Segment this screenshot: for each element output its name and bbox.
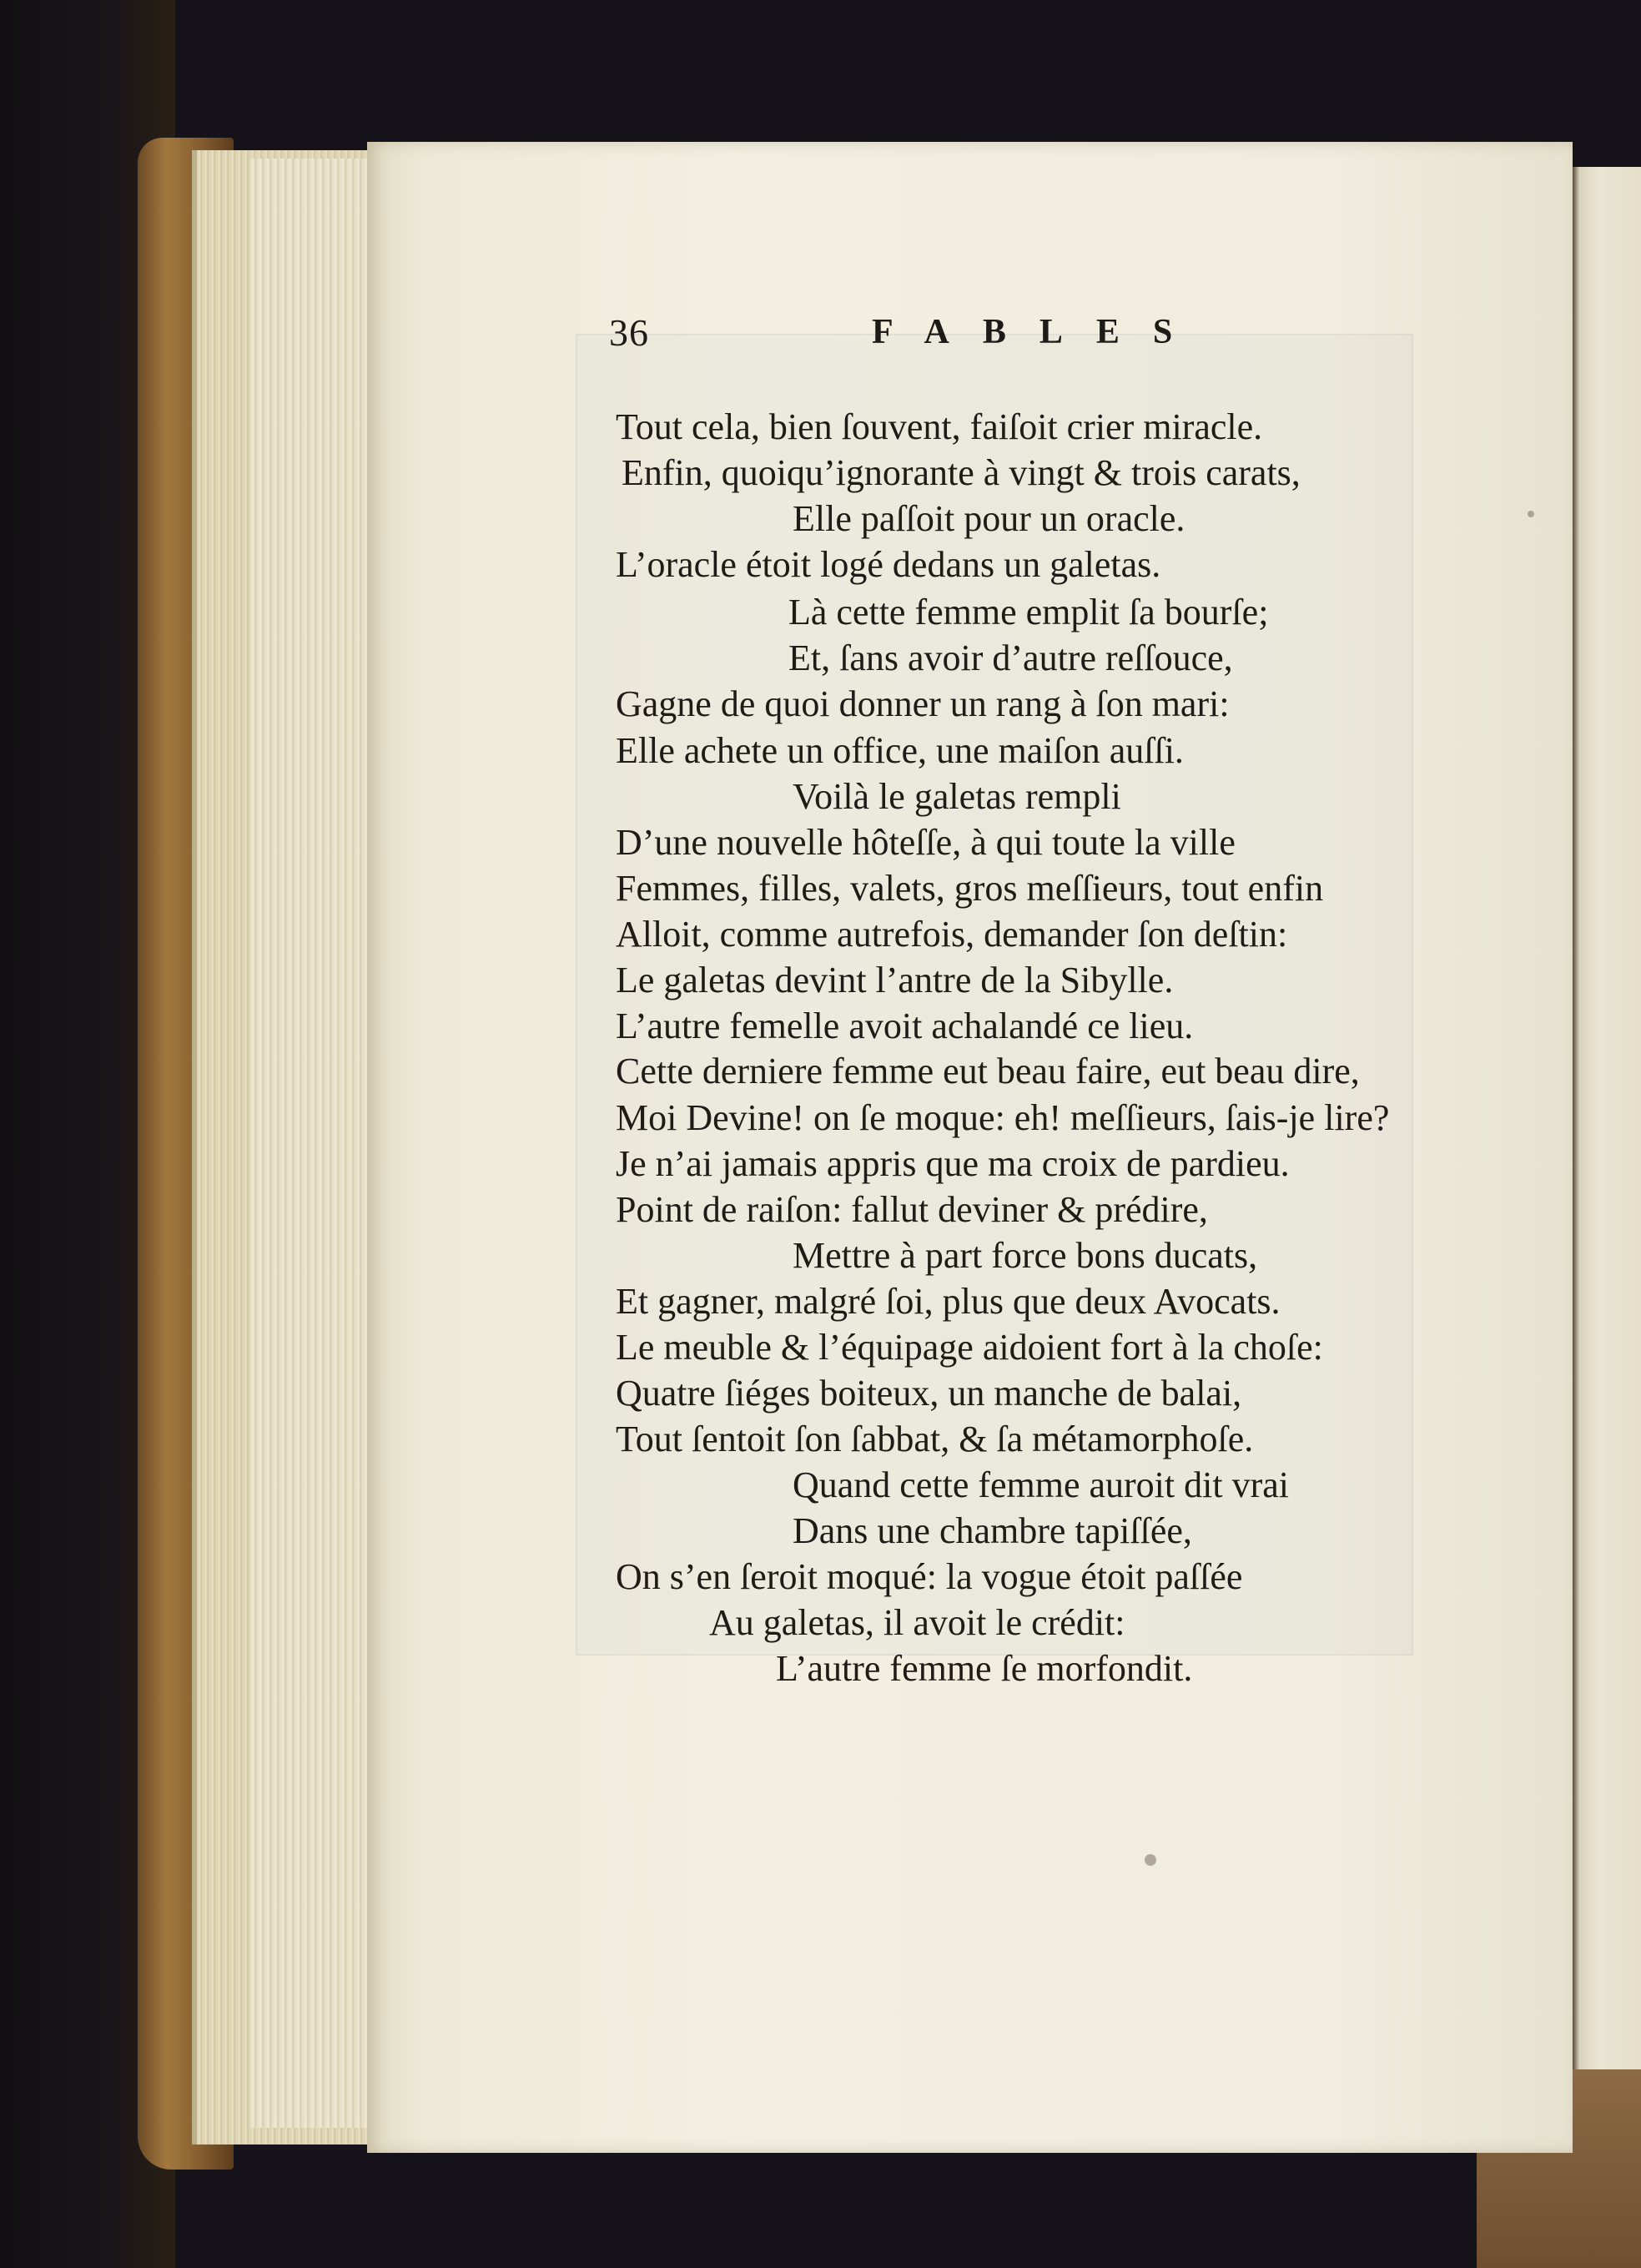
verse-line: On s’en ſeroit moqué: la vogue étoit paſſée <box>616 1556 1243 1597</box>
verse-line: Gagne de quoi donner un rang à ſon mari: <box>616 683 1230 724</box>
verse-line: Et gagner, malgré ſoi, plus que deux Avocats. <box>616 1281 1281 1322</box>
verse-line: Alloit, comme autrefois, demander ſon deſtin: <box>616 914 1288 955</box>
verse-line: Là cette femme emplit ſa bourſe; <box>788 592 1269 633</box>
verse-line: L’oracle étoit logé dedans un galetas. <box>616 544 1161 585</box>
ink-speck <box>1145 1854 1156 1866</box>
verse-line: Tout ſentoit ſon ſabbat, & ſa métamorphoſe. <box>616 1419 1254 1459</box>
verse-line: Tout cela, bien ſouvent, faiſoit crier miracle. <box>616 406 1263 447</box>
verse-line: Je n’ai jamais appris que ma croix de pardieu. <box>616 1143 1290 1184</box>
verse-line: Mettre à part force bons ducats, <box>793 1235 1258 1276</box>
verse-line: Enfin, quoiqu’ignorante à vingt & trois carats, <box>622 452 1301 493</box>
verse-line: Point de raiſon: fallut deviner & prédire, <box>616 1189 1208 1230</box>
verse-line: Cette derniere femme eut beau faire, eut beau dire, <box>616 1051 1360 1091</box>
verse-line: Elle achete un office, une maiſon auſſi. <box>616 730 1184 771</box>
verse-line: Et, ſans avoir d’autre reſſouce, <box>788 638 1233 678</box>
verse-line: L’autre femelle avoit achalandé ce lieu. <box>616 1005 1194 1046</box>
page-number: 36 <box>609 311 649 354</box>
verse-line: Dans une chambre tapiſſée, <box>793 1510 1192 1551</box>
verse-line: D’une nouvelle hôteſſe, à qui toute la ville <box>616 822 1236 863</box>
verse-line: Quand cette femme auroit dit vrai <box>793 1464 1289 1505</box>
verse-line: L’autre femme ſe morfondit. <box>776 1648 1193 1689</box>
ink-speck <box>1528 511 1534 517</box>
verse-line: Elle paſſoit pour un oracle. <box>793 498 1185 539</box>
verse-line: Le galetas devint l’antre de la Sibylle. <box>616 960 1174 1000</box>
running-head: FABLES <box>872 313 1206 351</box>
verse-line: Femmes, filles, valets, gros meſſieurs, tout enfin <box>616 868 1324 909</box>
verse-line: Moi Devine! on ſe moque: eh! meſſieurs, ſais-je lire? <box>616 1097 1390 1138</box>
verse-line: Au galetas, il avoit le crédit: <box>709 1602 1125 1643</box>
verse-line: Quatre ſiéges boiteux, un manche de balai, <box>616 1373 1242 1414</box>
verse-line: Le meuble & l’équipage aidoient fort à la choſe: <box>616 1327 1323 1368</box>
verse-line: Voilà le galetas rempli <box>793 776 1121 817</box>
